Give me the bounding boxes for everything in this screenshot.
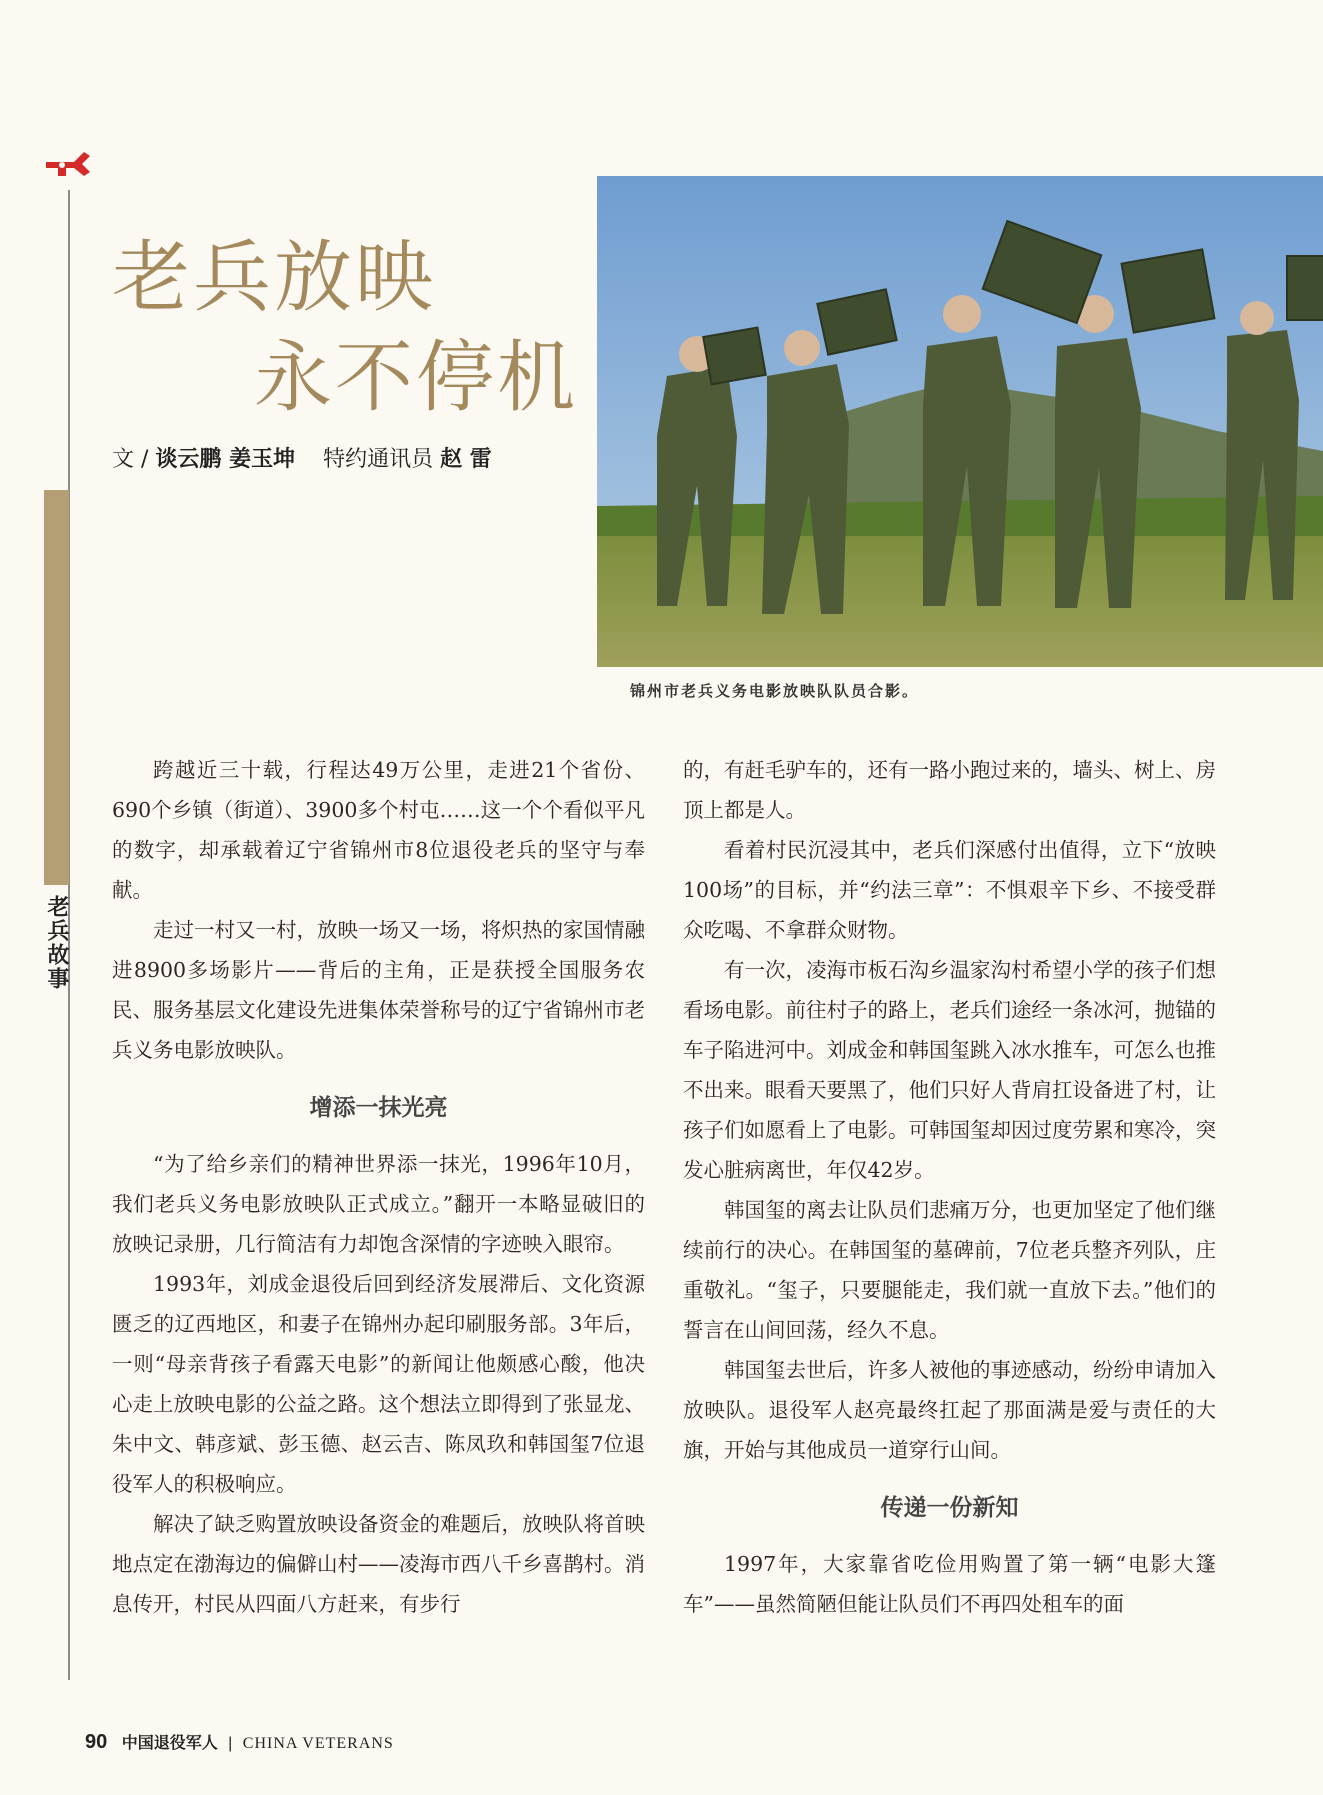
magazine-name: 中国退役军人 (121, 1735, 218, 1752)
magazine-logo-icon (44, 150, 94, 180)
section-label: 老兵故事 (44, 895, 69, 991)
byline (112, 442, 492, 473)
page-number: 90 (85, 1731, 108, 1753)
section-heading: 传递一份新知 (880, 1494, 1019, 1521)
paragraph: 解决了缺乏购置放映设备资金的难题后，放映队将首映地点定在渤海边的偏僻山村——凌海市西八千乡喜鹊村。消息传开，村民从四面八方赶来，有步行 (112, 1512, 645, 1616)
paragraph: “为了给乡亲们的精神世界添一抹光，1996年10月，我们老兵义务电影放映队正式成立。”翻开一本略显破旧的放映记录册，几行简洁有力却饱含深情的字迹映入眼帘。 (112, 1152, 645, 1256)
byline-correspondent: 赵 雷 (440, 447, 492, 472)
byline-authors: 谈云鹏 姜玉坤 (155, 447, 296, 472)
paragraph: 1993年，刘成金退役后回到经济发展滞后、文化资源匮乏的辽西地区，和妻子在锦州办起印刷服务部。3年后，一则“母亲背孩子看露天电影”的新闻让他颇感心酸，他决心走上放映电影的公益之路。这个想法立即得到了张显龙、朱中文、韩彦斌、彭玉德、赵云吉、陈凤玖和韩国玺7位退役军人的积极响应。 (112, 1272, 645, 1496)
photo-caption: 锦州市老兵义务电影放映队队员合影。 (630, 682, 920, 700)
title-line-2: 永不停机 (254, 333, 579, 423)
right-column (683, 750, 1216, 1624)
magazine-english-name: CHINA VETERANS (242, 1735, 394, 1752)
paragraph: 韩国玺去世后，许多人被他的事迹感动，纷纷申请加入放映队。退役军人赵亮最终扛起了那面满是爱与责任的大旗，开始与其他成员一道穿行山间。 (683, 1358, 1216, 1462)
title-line-1: 老兵放映 (112, 233, 437, 323)
page-footer (85, 1730, 394, 1754)
paragraph: 的，有赶毛驴车的，还有一路小跑过来的，墙头、树上、房顶上都是人。 (683, 758, 1216, 822)
team-photo-illustration (597, 176, 1323, 667)
section-color-bar (44, 490, 69, 885)
paragraph: 走过一村又一村，放映一场又一场，将炽热的家国情融进8900多场影片——背后的主角，正是获授全国服务农民、服务基层文化建设先进集体荣誉称号的辽宁省锦州市老兵义务电影放映队。 (112, 918, 645, 1062)
left-column (112, 750, 645, 1624)
article-title (112, 228, 578, 428)
paragraph: 韩国玺的离去让队员们悲痛万分，也更加坚定了他们继续前行的决心。在韩国玺的墓碑前，7位老兵整齐列队，庄重敬礼。“玺子，只要腿能走，我们就一直放下去。”他们的誓言在山间回荡，经久不息。 (683, 1198, 1216, 1342)
section-heading: 增添一抹光亮 (309, 1094, 448, 1121)
footer-separator: | (228, 1735, 233, 1752)
paragraph: 看着村民沉浸其中，老兵们深感付出值得，立下“放映100场”的目标，并“约法三章”：不惧艰辛下乡、不接受群众吃喝、不拿群众财物。 (683, 838, 1216, 942)
byline-prefix: 文 / (112, 447, 156, 472)
paragraph: 跨越近三十载，行程达49万公里，走进21个省份、690个乡镇（街道）、3900多个村屯……这一个个看似平凡的数字，却承载着辽宁省锦州市8位退役老兵的坚守与奉献。 (112, 758, 645, 902)
paragraph: 1997年，大家靠省吃俭用购置了第一辆“电影大篷车”——虽然简陋但能让队员们不再四处租车的面 (683, 1552, 1216, 1616)
team-photo (597, 176, 1323, 667)
byline-role: 特约通讯员 (323, 447, 434, 472)
paragraph: 有一次，凌海市板石沟乡温家沟村希望小学的孩子们想看场电影。前往村子的路上，老兵们途经一条冰河，抛锚的车子陷进河中。刘成金和韩国玺跳入冰水推车，可怎么也推不出来。眼看天要黑了，他们只好人背肩扛设备进了村，让孩子们如愿看上了电影。可韩国玺却因过度劳累和寒冷，突发心脏病离世，年仅42岁。 (683, 958, 1216, 1182)
